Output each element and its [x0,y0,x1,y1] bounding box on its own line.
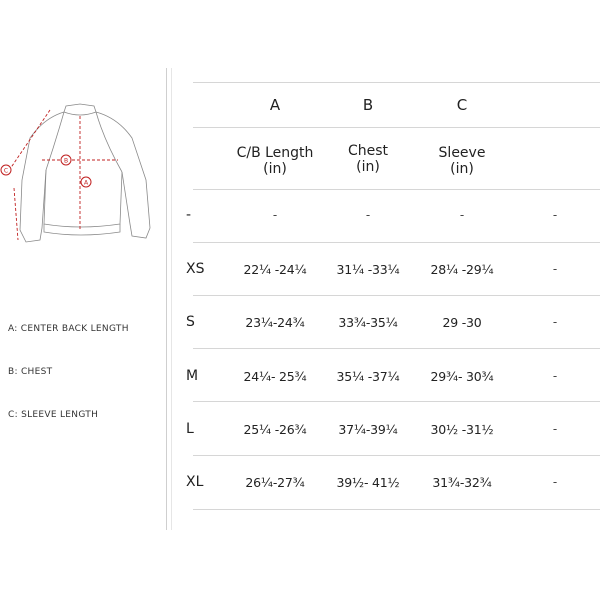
header-cb-length-title: C/B Length [236,145,314,161]
header-chest-title: Chest [347,143,389,159]
legend-sleeve-length: C: SLEEVE LENGTH [8,410,99,420]
divider-line-inner [171,68,172,530]
measurement-cell-d: - [552,208,558,222]
table-rule [193,127,600,128]
measurement-cell-d: - [552,422,558,436]
measurement-cell-b: 37¼-39¼ [338,422,398,437]
table-rule [193,242,600,243]
measurement-cell-d: - [552,315,558,329]
measurement-cell-a: 23¼-24¾ [245,315,305,330]
header-sleeve [412,145,512,177]
legend-chest: B: CHEST [8,367,53,377]
measurement-cell-b: 35¼ -37¼ [336,369,400,384]
column-letter-b: B [362,96,374,114]
measurement-cell-c: 30½ -31½ [430,422,494,437]
measurement-cell-c: 29¾- 30¾ [430,369,494,384]
header-cb-length [225,145,325,177]
table-rule [193,455,600,456]
table-rule [193,295,600,296]
measurement-cell-c: 28¼ -29¼ [430,262,494,277]
size-label: XS [186,261,205,277]
size-label: S [186,314,195,330]
label-c-marker [1,165,11,175]
left-panel [0,0,166,600]
measurement-cell-a: 26¼-27¾ [245,475,305,490]
svg-text:C: C [3,167,9,175]
measurement-cell-a: 24¼- 25¾ [243,369,307,384]
size-label: - [186,207,192,223]
measurement-cell-c: 31¾-32¾ [432,475,492,490]
size-label: XL [186,474,204,490]
measurement-cell-b: 31¼ -33¼ [336,262,400,277]
measurement-cell-a: - [272,208,278,222]
table-rule [193,82,600,83]
legend-center-back-length: A: CENTER BACK LENGTH [8,324,129,334]
table-rule [193,401,600,402]
measurement-cell-c: 29 -30 [442,315,482,330]
size-label: M [186,368,199,384]
measurement-cell-b: 39½- 41½ [336,475,400,490]
table-rule [193,189,600,190]
measurement-cell-a: 25¼ -26¾ [243,422,307,437]
measurement-cell-b: 33¾-35¼ [338,315,398,330]
label-b-marker [61,155,71,165]
divider-line [166,68,167,530]
header-chest [318,143,418,175]
measurement-cell-d: - [552,475,558,489]
label-a-marker [81,177,91,187]
svg-text:A: A [83,179,89,187]
column-letter-c: C [456,96,468,114]
size-label: L [186,421,194,437]
measurement-cell-d: - [552,262,558,276]
table-rule [193,509,600,510]
jacket-measurement-diagram [0,100,166,260]
column-letter-a: A [269,96,281,114]
header-sleeve-title: Sleeve [438,145,486,161]
measurement-cell-c: - [459,208,465,222]
measurement-cell-b: - [365,208,371,222]
header-chest-unit: (in) [356,159,380,175]
measurement-cell-d: - [552,369,558,383]
header-cb-length-unit: (in) [263,161,287,177]
table-rule [193,348,600,349]
header-sleeve-unit: (in) [450,161,474,177]
measurement-cell-a: 22¼ -24¼ [243,262,307,277]
svg-text:B: B [63,157,69,165]
